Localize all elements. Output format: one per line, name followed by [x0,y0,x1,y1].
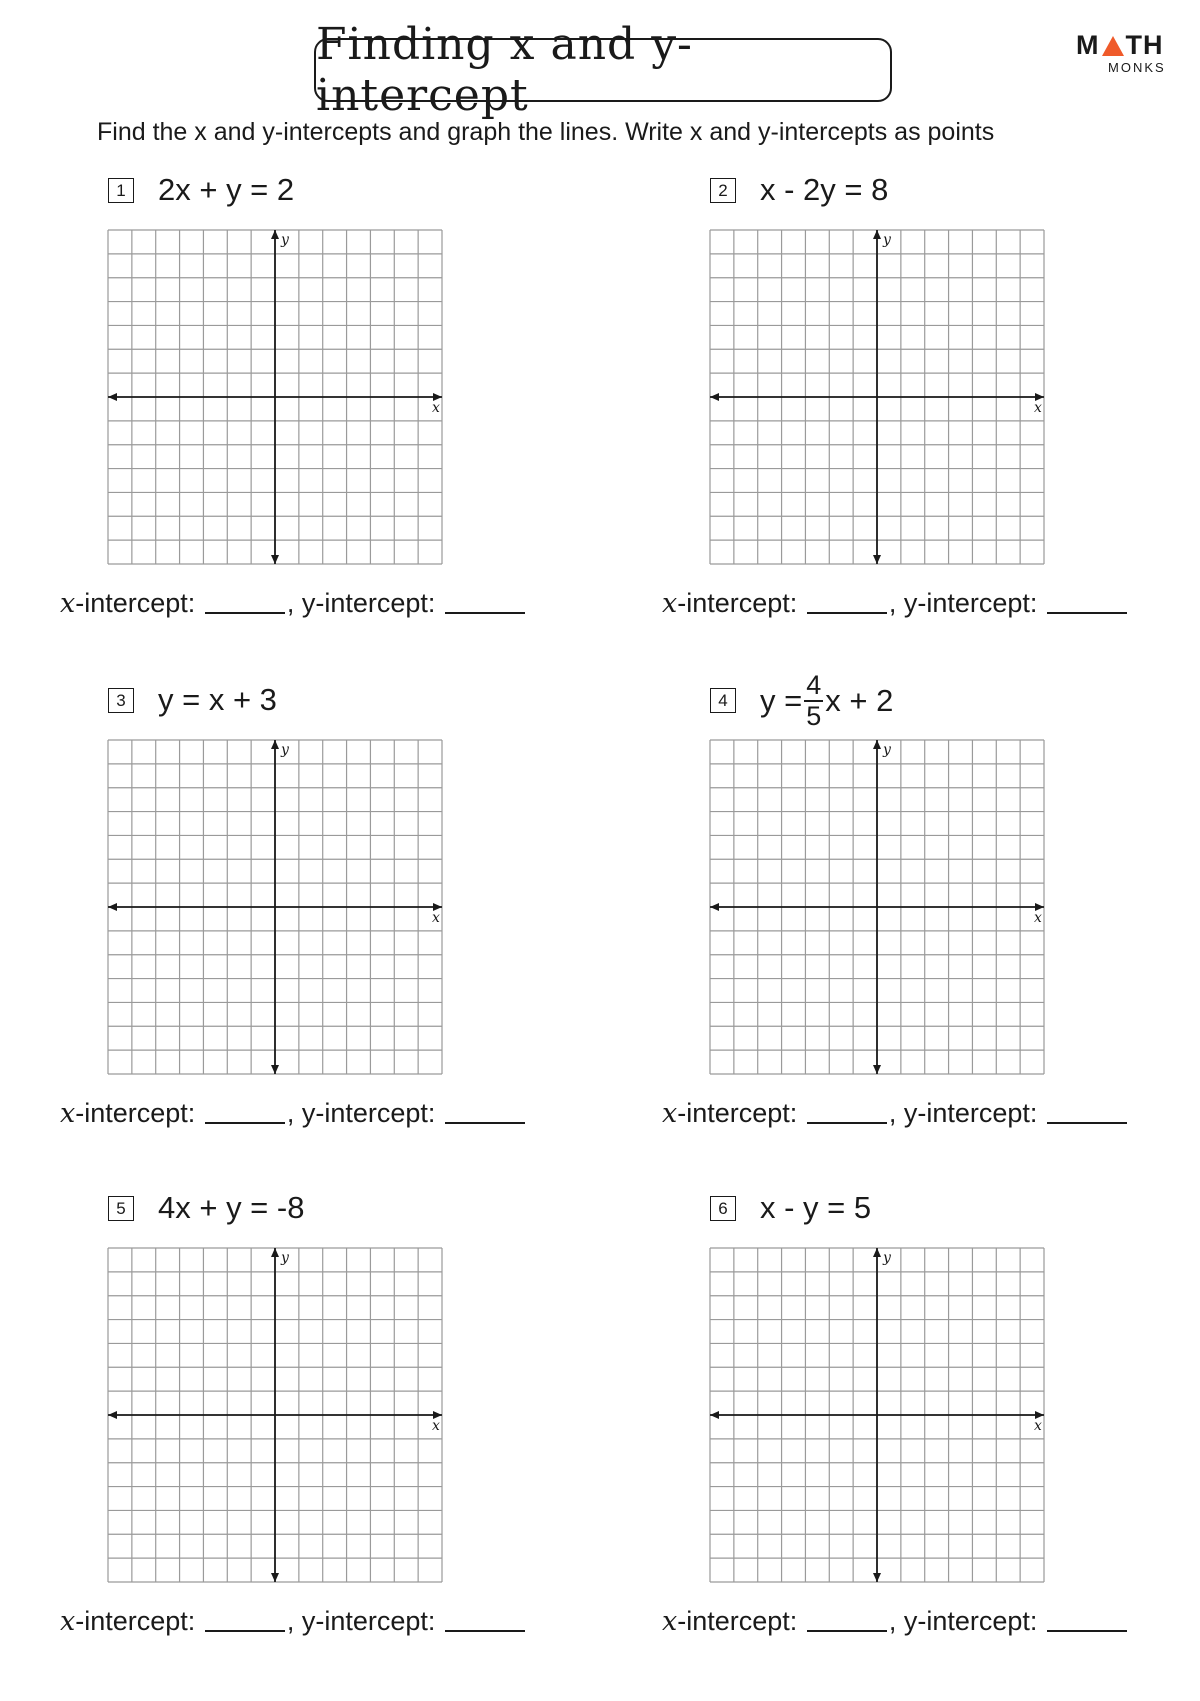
y-intercept-blank[interactable] [445,612,525,614]
x-intercept-label: -intercept: [677,1606,798,1636]
y-axis-arrow-up [873,1248,881,1257]
coordinate-grid[interactable] [106,1246,444,1584]
y-axis-arrow-up [271,230,279,239]
y-intercept-blank[interactable] [445,1122,525,1124]
problem-number-box: 6 [710,1196,736,1221]
separator: , [888,588,897,618]
problem-number-box: 4 [710,688,736,713]
y-intercept-label: y-intercept: [301,588,436,618]
x-intercept-blank[interactable] [807,1122,887,1124]
problem-number-box: 2 [710,178,736,203]
problem-equation: x - y = 5 [760,1190,872,1225]
y-axis-arrow-down [271,1065,279,1074]
x-intercept-label: -intercept: [677,1098,798,1128]
separator: , [286,588,295,618]
x-axis-label: x [432,1418,440,1434]
logo-triangle-icon [1101,35,1125,57]
x-axis-label: x [432,910,440,926]
x-axis-label: x [1034,400,1042,416]
worksheet-title: Finding x and y-intercept [314,38,892,102]
x-prefix: x [662,588,678,619]
x-prefix: x [662,1098,678,1129]
x-intercept-blank[interactable] [205,612,285,614]
x-prefix: x [60,588,76,619]
y-axis-label: y [883,1250,891,1266]
coordinate-grid[interactable] [708,228,1046,566]
y-axis-arrow-up [873,230,881,239]
fraction [804,672,823,730]
separator: , [888,1098,897,1128]
y-intercept-blank[interactable] [1047,1122,1127,1124]
logo-wordmark [1076,30,1164,61]
answer-line [662,1098,1129,1129]
problem-equation: 4x + y = -8 [158,1190,305,1225]
separator: , [888,1606,897,1636]
answer-line [662,588,1129,619]
y-axis-label: y [281,1250,289,1266]
problem-number-box: 5 [108,1196,134,1221]
x-intercept-label: -intercept: [75,1606,196,1636]
fraction-denominator: 5 [806,701,822,731]
math-monks-logo [1076,30,1176,78]
problem-6 [662,1186,1200,1696]
y-axis-arrow-down [873,1573,881,1582]
problem-5 [60,1186,620,1696]
y-intercept-blank[interactable] [1047,1630,1127,1632]
y-axis-arrow-down [873,555,881,564]
x-axis-label: x [432,400,440,416]
x-prefix: x [60,1098,76,1129]
x-axis-label: x [1034,910,1042,926]
y-axis-arrow-up [271,740,279,749]
coordinate-grid[interactable] [708,1246,1046,1584]
x-axis-arrow-left [710,393,719,401]
x-intercept-blank[interactable] [205,1630,285,1632]
problem-number-box: 1 [108,178,134,203]
separator: , [286,1606,295,1636]
y-intercept-label: y-intercept: [903,1606,1038,1636]
coordinate-grid[interactable] [106,228,444,566]
equation-rhs: x + 2 [825,683,894,718]
x-prefix: x [60,1606,76,1637]
problem-2 [662,168,1200,678]
y-axis-label: y [883,742,891,758]
y-axis-label: y [883,232,891,248]
y-axis-label: y [281,232,289,248]
x-intercept-label: -intercept: [75,1098,196,1128]
x-axis-arrow-left [710,1411,719,1419]
problem-number-box: 3 [108,688,134,713]
instructions: Find the x and y-intercepts and graph the lines. Write x and y-intercepts as points [97,118,995,146]
y-intercept-blank[interactable] [1047,612,1127,614]
x-intercept-label: -intercept: [677,588,798,618]
x-intercept-blank[interactable] [807,1630,887,1632]
equation-lhs: y = [760,683,803,718]
problem-equation: 2x + y = 2 [158,172,295,207]
fraction-numerator: 4 [806,670,822,700]
y-axis-arrow-down [873,1065,881,1074]
problem-equation: x - 2y = 8 [760,172,889,207]
x-axis-arrow-left [710,903,719,911]
y-axis-arrow-up [271,1248,279,1257]
coordinate-grid[interactable] [106,738,444,1076]
problem-equation: y = x + 3 [158,682,277,717]
y-axis-arrow-down [271,555,279,564]
answer-line [60,1098,527,1129]
problem-3 [60,678,620,1188]
y-intercept-label: y-intercept: [301,1606,436,1636]
x-axis-arrow-left [108,903,117,911]
y-intercept-blank[interactable] [445,1630,525,1632]
x-prefix: x [662,1606,678,1637]
y-intercept-label: y-intercept: [903,588,1038,618]
separator: , [286,1098,295,1128]
y-axis-label: y [281,742,289,758]
x-intercept-blank[interactable] [807,612,887,614]
answer-line [60,1606,527,1637]
logo-text-m: M [1076,30,1100,60]
x-intercept-label: -intercept: [75,588,196,618]
y-axis-arrow-down [271,1573,279,1582]
logo-subtext: MONKS [1108,60,1166,75]
y-intercept-label: y-intercept: [301,1098,436,1128]
x-axis-arrow-left [108,1411,117,1419]
problem-4 [662,670,1200,1188]
problem-equation [760,672,893,730]
answer-line [60,588,527,619]
x-intercept-blank[interactable] [205,1122,285,1124]
answer-line [662,1606,1129,1637]
x-axis-label: x [1034,1418,1042,1434]
y-axis-arrow-up [873,740,881,749]
problem-1 [60,168,620,678]
y-intercept-label: y-intercept: [903,1098,1038,1128]
coordinate-grid[interactable] [708,738,1046,1076]
logo-text-th: TH [1125,30,1164,60]
x-axis-arrow-left [108,393,117,401]
